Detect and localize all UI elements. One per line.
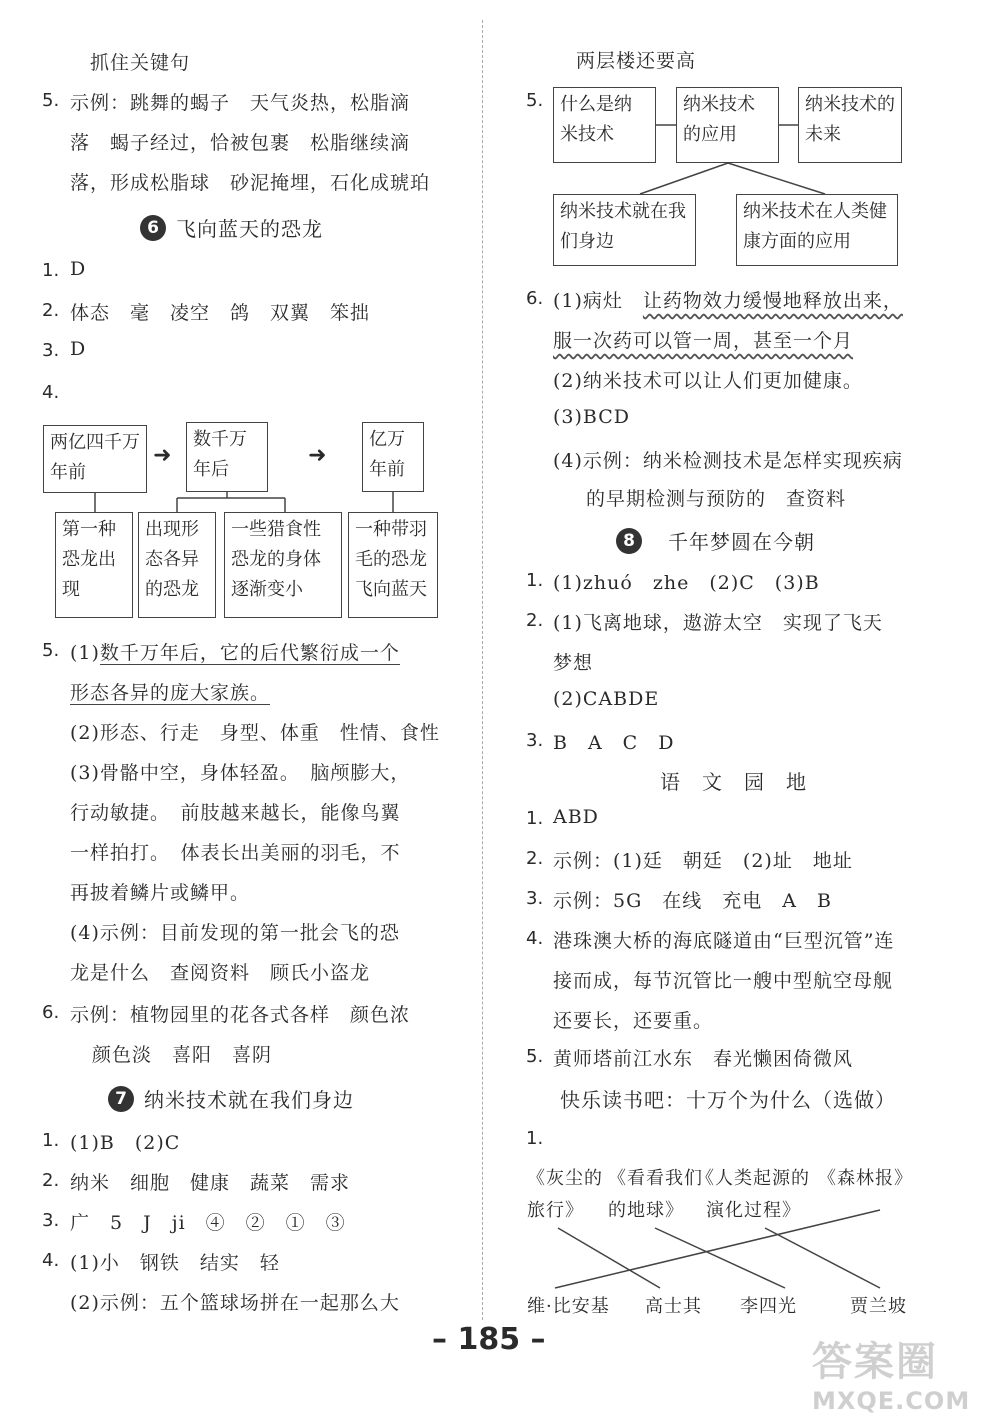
- answer-line: 颜色淡 喜阳 喜阴: [92, 1044, 273, 1066]
- question-number: 1.: [42, 1130, 60, 1151]
- answer-line: 再披着鳞片或鳞甲。: [70, 882, 251, 904]
- question-number: 4.: [526, 928, 544, 949]
- answer-line: (4)示例：纳米检测技术是怎样实现疾病: [553, 450, 903, 472]
- author-name: 维·比安基: [527, 1296, 610, 1317]
- text-line: 抓住关键句: [90, 52, 191, 74]
- answer-line: (1)病灶 让药物效力缓慢地释放出来，: [553, 290, 903, 312]
- answer-line: D: [70, 338, 87, 360]
- section-title: 纳米技术就在我们身边: [144, 1088, 354, 1112]
- question-number: 5.: [42, 90, 60, 111]
- book-title: 《看看我们: [608, 1168, 703, 1189]
- timeline-box: 一些猎食性恐龙的身体逐渐变小: [224, 512, 342, 618]
- wavy-underlined-answer: 让药物效力缓慢地释放出来，: [642, 290, 903, 312]
- answer-line: (2)形态、行走 身型、体重 性情、食性: [70, 722, 440, 744]
- concept-box: 纳米技术在人类健康方面的应用: [736, 194, 898, 266]
- question-number: 1.: [42, 260, 60, 281]
- text-line: 两层楼还要高: [576, 50, 697, 72]
- timeline-box: 出现形态各异的恐龙: [138, 512, 216, 618]
- answer-line: (2)示例：五个篮球场拼在一起那么大: [70, 1292, 400, 1314]
- book-title: 的地球》: [608, 1200, 684, 1221]
- question-number: 1.: [526, 570, 544, 591]
- question-number: 5.: [526, 1046, 544, 1067]
- answer-line: 的早期检测与预防的 查资料: [586, 488, 847, 510]
- answer-line: B A C D: [553, 732, 675, 754]
- book-title: 《灰尘的: [527, 1168, 603, 1189]
- wavy-underlined-answer: 服一次药可以管一周，甚至一个月: [553, 330, 854, 352]
- section-badge: 6: [140, 215, 166, 241]
- book-title: 《森林报》: [818, 1168, 913, 1189]
- author-name: 高士其: [645, 1296, 702, 1317]
- answer-line: (1)飞离地球，遨游太空 实现了飞天: [553, 612, 883, 634]
- concept-box: 纳米技术的应用: [676, 87, 779, 163]
- answer-line: 落 蝎子经过，恰被包裹 松脂继续滴: [70, 132, 411, 154]
- answer-line: D: [70, 258, 87, 280]
- answer-line: 体态 毫 凌空 鸽 双翼 笨拙: [70, 302, 371, 324]
- matching-lines: [480, 1200, 1000, 1300]
- question-number: 1.: [526, 808, 544, 829]
- question-number: 3.: [42, 1210, 60, 1231]
- timeline-box: 第一种恐龙出现: [55, 512, 133, 618]
- question-number: 2.: [42, 300, 60, 321]
- answer-line: (1)数千万年后，它的后代繁衍成一个: [70, 642, 400, 664]
- timeline-box: 一种带羽毛的恐龙飞向蓝天: [348, 512, 438, 618]
- question-number: 4.: [42, 1250, 60, 1271]
- answer-line: (3)骨骼中空，身体轻盈。 脑颅膨大，: [70, 762, 411, 784]
- question-number: 6.: [42, 1002, 60, 1023]
- section-badge: 8: [616, 528, 642, 554]
- question-number: 3.: [526, 888, 544, 909]
- book-title: 《人类起源的: [696, 1168, 810, 1189]
- answer-line: [70, 678, 270, 705]
- answer-line: (2)纳米技术可以让人们更加健康。: [553, 370, 863, 392]
- timeline-box: 两亿四千万年前: [43, 425, 147, 493]
- answer-line: 接而成，每节沉管比一艘中型航空母舰: [553, 970, 894, 992]
- book-title: 旅行》: [527, 1200, 584, 1221]
- section-badge: 7: [108, 1086, 134, 1112]
- book-title: 演化过程》: [706, 1200, 801, 1221]
- question-number: 2.: [526, 848, 544, 869]
- section-title: 语 文 园 地: [660, 770, 807, 794]
- section-title: 快乐读书吧：十万个为什么（选做）: [560, 1088, 896, 1112]
- question-number: 5.: [42, 640, 60, 661]
- answer-line: (3)BCD: [553, 406, 630, 428]
- answer-line: (1)小 钢铁 结实 轻: [70, 1252, 280, 1274]
- answer-line: 广 5 J ji ④ ② ① ③: [70, 1212, 346, 1234]
- concept-box: 纳米技术的未来: [798, 87, 902, 163]
- question-number: 3.: [526, 730, 544, 751]
- question-number: 5.: [526, 90, 544, 111]
- answer-line: ABD: [553, 806, 599, 828]
- timeline-box: 亿万年前: [362, 422, 424, 492]
- answer-line: 示例：植物园里的花各式各样 颜色浓: [70, 1004, 411, 1026]
- timeline-box: 数千万年后: [186, 422, 268, 492]
- question-number: 3.: [42, 340, 60, 361]
- question-number: 2.: [526, 610, 544, 631]
- answer-line: 示例：(1)廷 朝廷 (2)址 地址: [553, 850, 853, 872]
- answer-line: 龙是什么 查阅资料 顾氏小盗龙: [70, 962, 371, 984]
- arrow-right-icon: ➜: [308, 443, 327, 468]
- answer-line: 纳米 细胞 健康 蔬菜 需求: [70, 1172, 351, 1194]
- question-number: 4.: [42, 382, 60, 403]
- section-title: 飞向蓝天的恐龙: [176, 217, 323, 241]
- answer-line: 示例：跳舞的蝎子 天气炎热，松脂滴: [70, 92, 411, 114]
- answer-line: [553, 326, 853, 353]
- watermark-logo: 答案圈 MXQE.COM: [812, 1339, 971, 1415]
- answer-line: 梦想: [553, 652, 594, 674]
- answer-line: (1)zhuó zhe (2)C (3)B: [553, 572, 820, 594]
- author-name: 贾兰坡: [850, 1296, 907, 1317]
- section-title: 千年梦圆在今朝: [668, 530, 815, 554]
- answer-line: 行动敏捷。 前肢越来越长，能像鸟翼: [70, 802, 401, 824]
- answer-line: (2)CABDE: [553, 688, 660, 710]
- answer-line: 落，形成松脂球 砂泥掩埋，石化成琥珀: [70, 172, 431, 194]
- arrow-right-icon: ➜: [153, 443, 172, 468]
- page-number: – 185 –: [432, 1322, 546, 1357]
- question-number: 2.: [42, 1170, 60, 1191]
- underlined-answer: 形态各异的庞大家族。: [70, 682, 271, 704]
- answer-line: 黄师塔前江水东 春光懒困倚微风: [553, 1048, 854, 1070]
- author-name: 李四光: [740, 1296, 797, 1317]
- question-number: 1.: [526, 1128, 544, 1149]
- answer-line: 还要长，还要重。: [553, 1010, 714, 1032]
- question-number: 6.: [526, 288, 544, 309]
- answer-line: 示例：5G 在线 充电 A B: [553, 890, 832, 912]
- answer-line: 港珠澳大桥的海底隧道由“巨型沉管”连: [553, 930, 895, 952]
- answer-line: 一样拍打。 体表长出美丽的羽毛，不: [70, 842, 401, 864]
- concept-box: 纳米技术就在我们身边: [553, 194, 696, 266]
- underlined-answer: 数千万年后，它的后代繁衍成一个: [99, 642, 400, 664]
- concept-box: 什么是纳米技术: [553, 87, 656, 163]
- answer-line: (4)示例：目前发现的第一批会飞的恐: [70, 922, 400, 944]
- answer-line: (1)B (2)C: [70, 1132, 181, 1154]
